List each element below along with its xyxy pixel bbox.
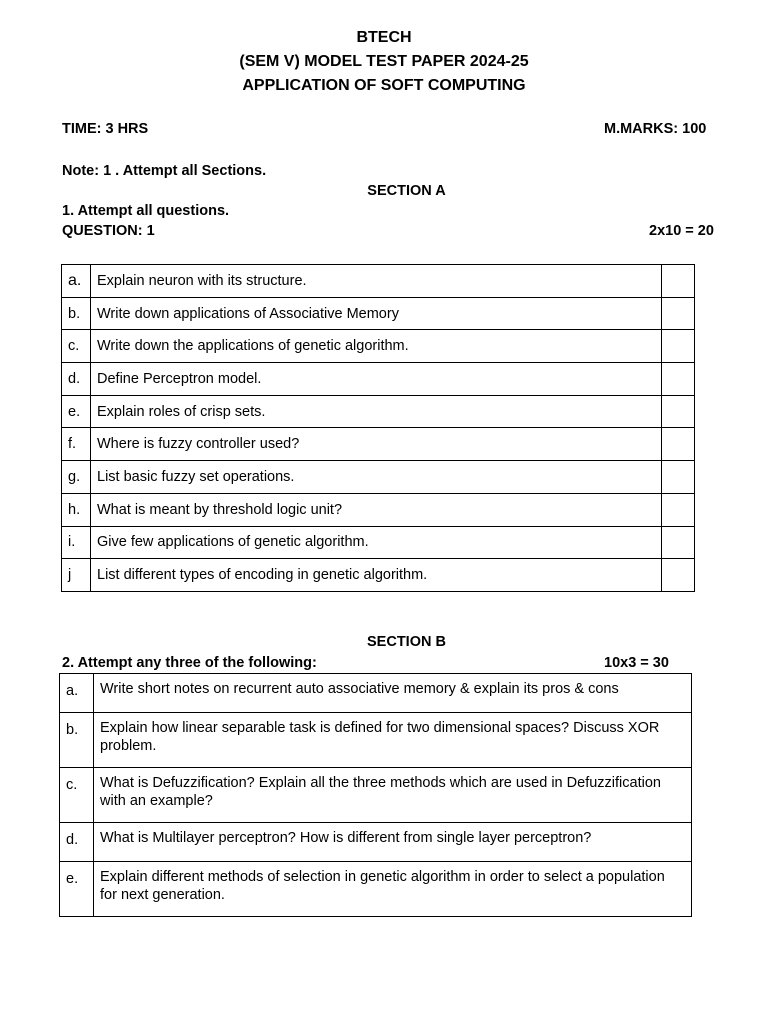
marks-cell <box>662 297 695 330</box>
marks-cell <box>662 265 695 298</box>
question-letter: d. <box>60 823 94 862</box>
section-a-table <box>61 264 695 592</box>
table-row <box>62 330 695 363</box>
question-letter: h. <box>62 493 91 526</box>
table-row <box>60 674 692 713</box>
question-letter: a. <box>62 265 91 298</box>
question-letter: b. <box>60 713 94 768</box>
question-text: Give few applications of genetic algorithm. <box>91 526 662 559</box>
table-row <box>62 363 695 396</box>
table-row <box>62 559 695 592</box>
table-row <box>62 428 695 461</box>
section-a-instruction: 1. Attempt all questions. <box>62 203 230 219</box>
question-letter: f. <box>62 428 91 461</box>
question-text: Explain how linear separable task is defined for two dimensional spaces? Discuss XOR problem. <box>94 713 692 768</box>
question-text: What is Multilayer perceptron? How is different from single layer perceptron? <box>94 823 692 862</box>
question-text: Define Perceptron model. <box>91 363 662 396</box>
marks-cell <box>662 428 695 461</box>
section-b-marks: 10x3 = 30 <box>604 655 669 671</box>
question-letter: b. <box>62 297 91 330</box>
header-subject: APPLICATION OF SOFT COMPUTING <box>242 77 526 94</box>
question-text: List basic fuzzy set operations. <box>91 461 662 494</box>
table-row <box>62 493 695 526</box>
table-row <box>62 461 695 494</box>
question-text: List different types of encoding in genetic algorithm. <box>91 559 662 592</box>
marks-cell <box>662 363 695 396</box>
section-a-marks: 2x10 = 20 <box>649 223 714 239</box>
table-row <box>62 265 695 298</box>
time-label: TIME: 3 HRS <box>62 121 149 137</box>
table-row <box>62 395 695 428</box>
question-text: Explain roles of crisp sets. <box>91 395 662 428</box>
note-text: Note: 1 . Attempt all Sections. <box>62 163 267 179</box>
table-row <box>62 297 695 330</box>
question-text: Write down the applications of genetic algorithm. <box>91 330 662 363</box>
question-letter: e. <box>60 862 94 917</box>
marks-cell <box>662 395 695 428</box>
section-b-title: SECTION B <box>367 634 446 650</box>
question-letter: e. <box>62 395 91 428</box>
table-row <box>60 713 692 768</box>
marks-cell <box>662 461 695 494</box>
marks-cell <box>662 526 695 559</box>
section-a-title: SECTION A <box>367 183 446 199</box>
table-row <box>60 862 692 917</box>
question-text: Write down applications of Associative Memory <box>91 297 662 330</box>
question-text: Where is fuzzy controller used? <box>91 428 662 461</box>
max-marks-label: M.MARKS: 100 <box>604 121 707 137</box>
question-letter: g. <box>62 461 91 494</box>
question-letter: c. <box>62 330 91 363</box>
marks-cell <box>662 330 695 363</box>
table-row <box>60 823 692 862</box>
marks-cell <box>662 493 695 526</box>
question-text: Explain different methods of selection in genetic algorithm in order to select a population for next generation. <box>94 862 692 917</box>
question-letter: d. <box>62 363 91 396</box>
question-letter: i. <box>62 526 91 559</box>
section-b-instruction: 2. Attempt any three of the following: <box>62 655 317 671</box>
marks-cell <box>662 559 695 592</box>
question-label: QUESTION: 1 <box>62 223 155 239</box>
header-paper-title: (SEM V) MODEL TEST PAPER 2024-25 <box>239 53 529 70</box>
question-text: Explain neuron with its structure. <box>91 265 662 298</box>
table-row <box>62 526 695 559</box>
question-text: Write short notes on recurrent auto associative memory & explain its pros & cons <box>94 674 692 713</box>
question-text: What is Defuzzification? Explain all the three methods which are used in Defuzzification with an example? <box>94 768 692 823</box>
question-letter: j <box>62 559 91 592</box>
table-row <box>60 768 692 823</box>
section-b-table <box>59 673 692 917</box>
header-course: BTECH <box>356 29 412 46</box>
question-letter: c. <box>60 768 94 823</box>
question-letter: a. <box>60 674 94 713</box>
question-text: What is meant by threshold logic unit? <box>91 493 662 526</box>
